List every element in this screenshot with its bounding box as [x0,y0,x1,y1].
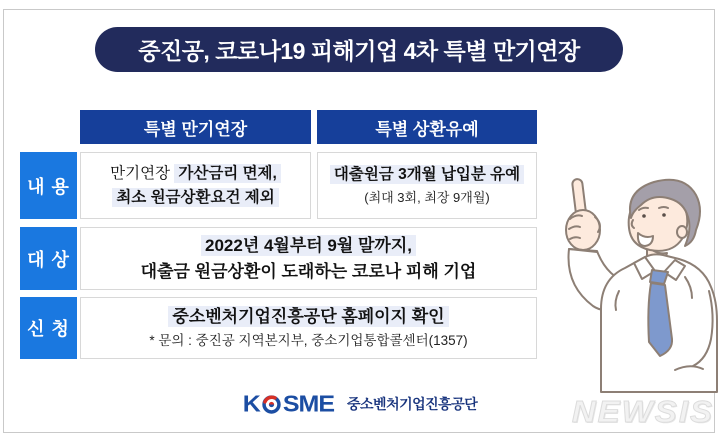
row-label-text: 신 청 [27,319,70,339]
cell-content-maturity [80,152,311,219]
kosme-circle-icon [261,394,282,415]
cell-highlight-text: 가산금리 면제, [174,164,280,183]
column-header-repayment-deferral [317,110,537,144]
column-header-maturity-extension [80,110,311,144]
cell-highlight-text: 대출원금 3개월 납입분 유예 [330,165,524,184]
cell-line [168,306,448,327]
cell-line: 대출금 원금상환이 도래하는 코로나 피해 기업 [140,262,477,281]
newsis-watermark: NEWSIS [571,394,714,429]
cell-content-deferral [317,152,537,219]
cell-target [80,227,537,290]
cell-note: * 문의 : 중진공 지역본지부, 중소기업통합콜센터(1357) [149,332,468,348]
cell-highlight-text: 중소벤처기업진흥공단 홈페이지 확인 [168,306,448,327]
logo-letters-sme: SME [282,390,334,417]
row-label-target [20,227,77,290]
pointing-man-illustration [543,167,719,393]
cell-apply [80,297,537,359]
column-header-text: 특별 상환유예 [375,119,479,139]
cell-line [330,165,524,184]
row-label-text: 대 상 [27,249,70,270]
cell-line [112,188,278,207]
kosme-wordmark [243,390,334,419]
cell-note: (최대 3회, 최장 9개월) [364,189,490,205]
cell-line [110,164,281,183]
logo-letter-k: K [242,390,260,417]
column-header-text: 특별 만기연장 [143,119,248,139]
page-title [95,27,623,72]
cell-highlight-text: 최소 원금상환요건 제외 [112,188,278,207]
row-label-text: 내 용 [27,176,70,197]
kosme-org-name: 중소벤처기업진흥공단 [347,396,478,412]
cell-text: 만기연장 [110,164,175,182]
row-label-content [20,152,77,219]
cell-highlight-text: 2022년 4월부터 9월 말까지, [201,235,416,256]
page-title-text: 중진공, 코로나19 피해기업 4차 특별 만기연장 [138,38,580,64]
cell-line [201,235,416,256]
row-label-apply [20,297,77,359]
